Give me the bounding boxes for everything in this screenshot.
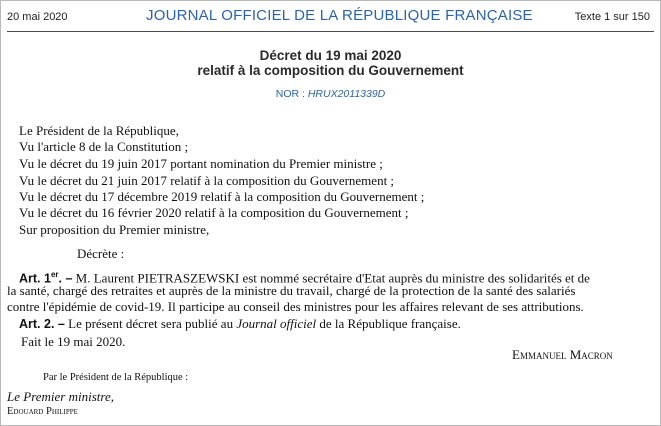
header-divider (7, 31, 654, 32)
decree-title: Décret du 19 mai 2020 (259, 48, 402, 63)
preamble-line: Vu le décret du 19 juin 2017 portant nomination du Premier ministre ; (19, 156, 383, 171)
nor-label: NOR : (275, 88, 305, 100)
journal-header (1, 1, 660, 31)
nor-value: HRUX2011339D (307, 88, 386, 100)
article-1-label: Art. 1 (19, 271, 51, 286)
article-1-line-2: la santé, chargé des retraites et auprès de la ministre du travail, chargé de la protection de la santé des salariés (7, 283, 576, 298)
preamble-line: Le Président de la République, (19, 123, 179, 138)
preamble-line: Sur proposition du Premier ministre, (19, 222, 210, 237)
president-signature: Emmanuel Macron (512, 347, 613, 362)
article-2-label: Art. 2. (19, 317, 55, 331)
article-1-line-3: contre l'épidémie de covid-19. Il participe au conseil des ministres pour les affaires relevant de ses attributions. (7, 299, 584, 314)
prime-minister-name: Edouard Philippe (7, 406, 78, 417)
article-2-text: Le présent décret sera publié au (64, 316, 237, 331)
article-2 (19, 316, 461, 332)
preamble-line: Vu le décret du 21 juin 2017 relatif à la composition du Gouvernement ; (19, 173, 395, 188)
preamble-line: Vu l'article 8 de la Constitution ; (19, 139, 189, 154)
journal-officiel-italic: Journal officiel (236, 316, 317, 331)
done-at: Fait le 19 mai 2020. (21, 334, 126, 349)
nor-reference (1, 88, 660, 100)
decrete-heading: Décrète : (77, 246, 125, 261)
preamble-line: Vu le décret du 16 février 2020 relatif à la composition du Gouvernement ; (19, 205, 409, 220)
article-2-text-end: de la République française. (316, 316, 461, 331)
preamble-line: Vu le décret du 17 décembre 2019 relatif à la composition du Gouvernement ; (19, 189, 425, 204)
decree-subtitle: relatif à la composition du Gouvernement (197, 63, 464, 78)
article-1-text: M. Laurent PIETRASZEWSKI est nommé secrétaire d'Etat auprès du ministre des solidarités et de (72, 270, 590, 286)
article-1-separator: . – (58, 271, 73, 286)
publication-date: 20 mai 2020 (7, 11, 68, 23)
article-2-separator: – (54, 317, 65, 331)
by-president-line: Par le Président de la République : (43, 372, 189, 383)
journal-title: JOURNAL OFFICIEL DE LA RÉPUBLIQUE FRANÇAISE (146, 7, 533, 24)
article-1-superscript: er (50, 270, 59, 279)
prime-minister-title: Le Premier ministre, (7, 389, 114, 404)
page-info: Texte 1 sur 150 (574, 11, 650, 23)
